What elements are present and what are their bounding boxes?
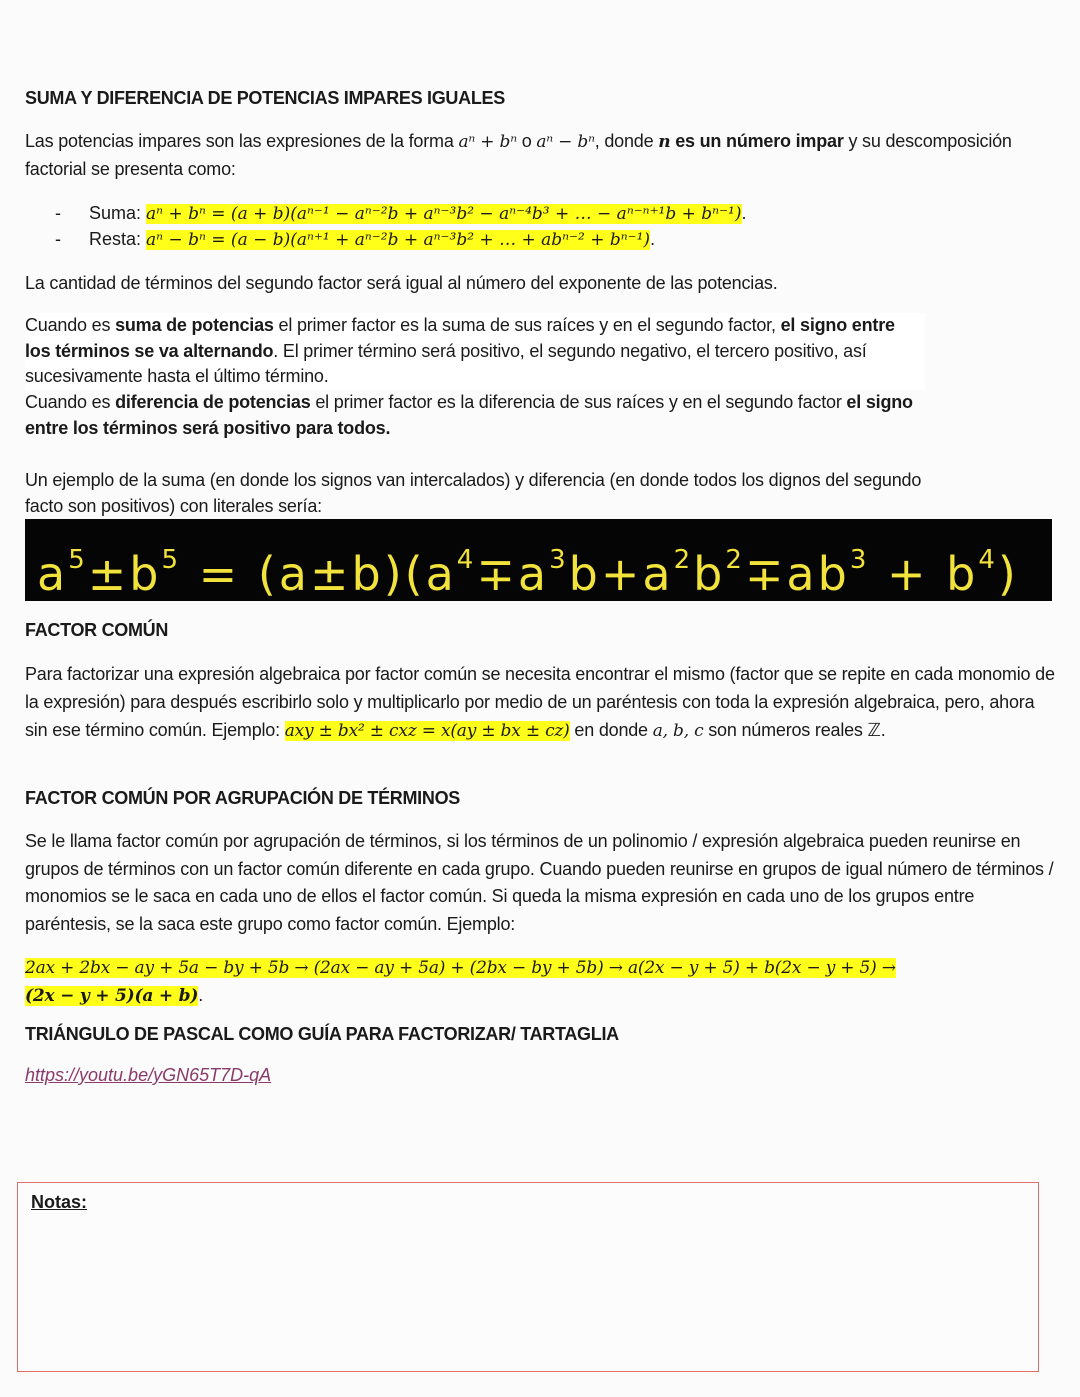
factor-comun-formula: axy ± bx² ± cxz = x(ay ± bx ± cz) [284, 721, 570, 741]
section-title-agrupacion: FACTOR COMÚN POR AGRUPACIÓN DE TÉRMINOS [25, 788, 460, 808]
formula-list [25, 201, 747, 253]
intro-paragraph: Las potencias impares son las expresiones de la forma aⁿ + bⁿ o aⁿ − bⁿ, donde n es un número impar y su descomposición factorial se presenta como: [25, 131, 1012, 179]
example-intro: Un ejemplo de la suma (en donde los signos van intercalados) y diferencia (en donde todos los dignos del segundo facto son positivos) con literales sería: [25, 470, 922, 516]
plus-minus-sign: ± [87, 547, 130, 601]
agrupacion-formula-line2: (2x − y + 5)(a + b) [25, 986, 199, 1006]
formula-inline: aⁿ + bⁿ [458, 132, 517, 152]
suma-formula: aⁿ + bⁿ = (a + b)(aⁿ⁻¹ − aⁿ⁻²b + aⁿ⁻³b² − aⁿ⁻⁴b³ + … − aⁿ⁻ⁿ⁺¹b + bⁿ⁻¹) [146, 204, 742, 224]
list-item-resta: - Resta: aⁿ − bⁿ = (a − b)(aⁿ⁺¹ + aⁿ⁻²b + aⁿ⁻³b² + … + abⁿ⁻² + bⁿ⁻¹). [55, 229, 656, 250]
section-title-pascal: TRIÁNGULO DE PASCAL COMO GUÍA PARA FACTORIZAR/ TARTAGLIA [25, 1024, 619, 1044]
agrupacion-paragraph: Se le llama factor común por agrupación de términos, si los términos de un polinomio / expresión algebraica pueden reunirse en grupos de términos con un factor común diferente en cada grupo. Cuando pueden reunirse en grupos de igual número de términos / monomios se le saca en cada uno de ellos el factor común. Si queda la misma expresión en cada uno de los grupos entre paréntesis, se la saca este grupo como factor común. Ejemplo: [25, 831, 1054, 934]
terms-note: La cantidad de términos del segundo factor será igual al número del exponente de las potencias. [25, 273, 778, 293]
notes-label: Notas: [31, 1192, 88, 1212]
suma-explanation: Cuando es suma de potencias el primer factor es la suma de sus raíces y en el segundo factor, el signo entre los términos se va alternando. El primer término será positivo, el segundo negativo, el tercero positivo, así sucesivamente hasta el último término. [25, 313, 925, 390]
section-title-suma-diferencia: SUMA Y DIFERENCIA DE POTENCIAS IMPARES IGUALES [25, 88, 505, 108]
agrupacion-example: 2ax + 2bx − ay + 5a − by + 5b → (2ax − ay + 5a) + (2bx − by + 5b) → a(2x − y + 5) + b(2x − y + 5) → (2x − y + 5)(a + b). [25, 958, 896, 1006]
diferencia-explanation: Cuando es diferencia de potencias el primer factor es la diferencia de sus raíces y en el segundo factor el signo entre los términos será positivo para todos. [25, 392, 913, 438]
resta-formula: aⁿ − bⁿ = (a − b)(aⁿ⁺¹ + aⁿ⁻²b + aⁿ⁻³b² + … + abⁿ⁻² + bⁿ⁻¹) [146, 230, 651, 250]
notes-box[interactable] [17, 1182, 1039, 1372]
youtube-link[interactable]: https://youtu.be/yGN65T7D-qA [25, 1065, 272, 1085]
section-title-factor-comun: FACTOR COMÚN [25, 620, 169, 640]
factor-comun-paragraph: Para factorizar una expresión algebraica por factor común se necesita encontrar el mismo (factor que se repite en cada monomio de la expresión) para después escribirlo solo y multiplicarlo por medio de un paréntesis con toda la expresión algebraica, pero, ahora sin ese término común. Ejemplo: axy ± bx² ± cxz = x(ay ± bx ± cz) en donde a, b, c son números reales ℤ. [25, 664, 1055, 741]
handwritten-formula-image: $a^5\pm b^5 = (a\pm b)(a^4\mp a^3b+a^2b^2\mp ab^3 + b^4)$ [25, 519, 1052, 601]
formula-inline: aⁿ − bⁿ [536, 132, 595, 152]
agrupacion-formula-line1: 2ax + 2bx − ay + 5a − by + 5b → (2ax − ay + 5a) + (2bx − by + 5b) → a(2x − y + 5) + b(2x − y + 5) → [25, 958, 896, 978]
list-item-suma: - Suma: aⁿ + bⁿ = (a + b)(aⁿ⁻¹ − aⁿ⁻²b + aⁿ⁻³b² − aⁿ⁻⁴b³ + … − aⁿ⁻ⁿ⁺¹b + bⁿ⁻¹). [55, 203, 747, 224]
minus-plus-sign: ∓ [476, 547, 518, 601]
minus-plus-sign: ∓ [744, 547, 787, 601]
